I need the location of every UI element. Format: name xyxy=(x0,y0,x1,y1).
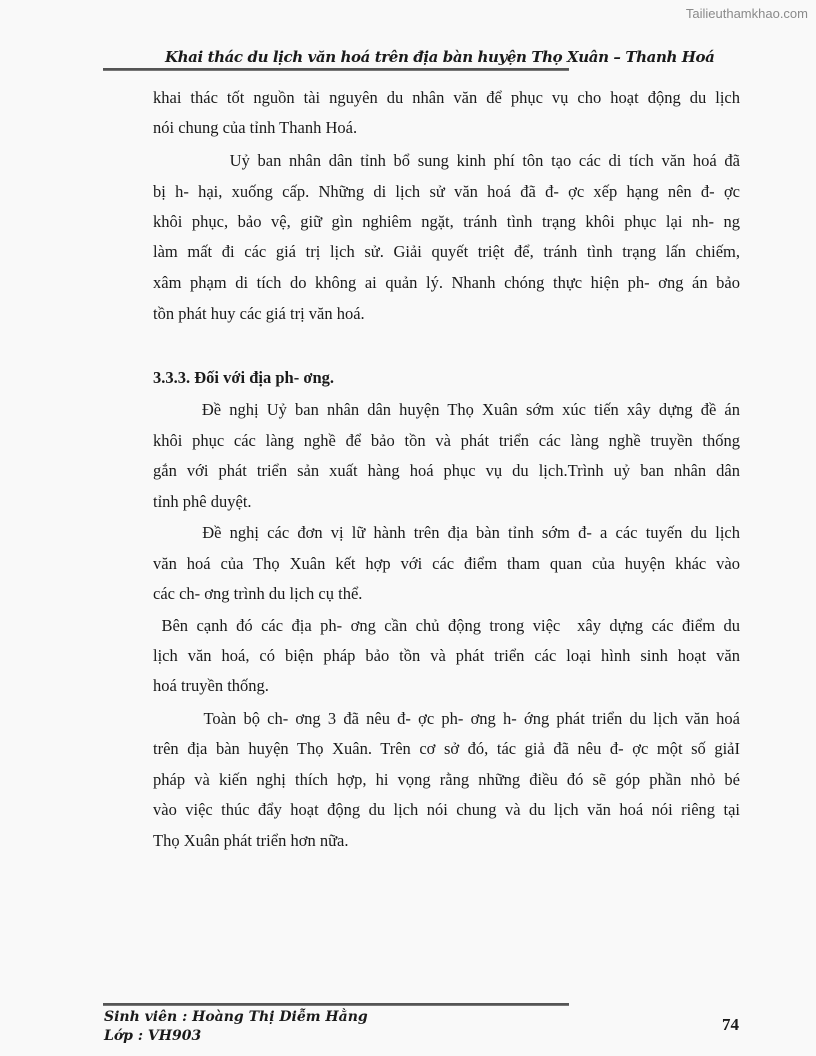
text-line: Đề nghị Uỷ ban nhân dân huyện Thọ Xuân sớm xúc tiến xây dựng đề án xyxy=(153,400,741,419)
text-line: lịch văn hoá, có biện pháp bảo tồn và phát triển các loại hình sinh hoạt văn xyxy=(153,646,740,665)
footer-rule xyxy=(103,1003,569,1006)
text-line: khai thác tốt nguồn tài nguyên du nhân văn để phục vụ cho hoạt động du lịch xyxy=(153,88,740,107)
text-line: tỉnh phê duyệt. xyxy=(153,492,252,511)
text-line: Uỷ ban nhân dân tỉnh bổ sung kinh phí tôn tạo các di tích văn hoá đã xyxy=(153,151,740,170)
text-line: trên địa bàn huyện Thọ Xuân. Trên cơ sở đó, tác giả đã nêu đ- ợc một số giảI xyxy=(153,739,740,758)
footer-student: Sinh viên : Hoàng Thị Diễm Hằng xyxy=(104,1009,368,1025)
text-line: Toàn bộ ch- ơng 3 đã nêu đ- ợc ph- ơng h- ớng phát triển du lịch văn hoá xyxy=(153,709,740,728)
text-line: pháp và kiến nghị thích hợp, hi vọng rằng những điều đó sẽ góp phần nhỏ bé xyxy=(153,770,740,789)
text-line: vào việc thúc đẩy hoạt động du lịch nói chung và du lịch văn hoá nói riêng tại xyxy=(153,800,740,819)
running-header: Khai thác du lịch văn hoá trên địa bàn huyện Thọ Xuân – Thanh Hoá xyxy=(165,48,715,66)
watermark: Tailieuthamkhao.com xyxy=(685,6,808,21)
text-line: khôi phục, bảo vệ, giữ gìn nghiêm ngặt, tránh tình trạng khôi phục lại nh- ng xyxy=(153,212,740,231)
text-line: Đề nghị các đơn vị lữ hành trên địa bàn tỉnh sớm đ- a các tuyến du lịch xyxy=(153,523,741,542)
text-line: Bên cạnh đó các địa ph- ơng cần chủ động trong việc xây dựng các điểm du xyxy=(153,616,740,635)
text-line: Thọ Xuân phát triển hơn nữa. xyxy=(153,831,349,850)
text-line: nói chung của tỉnh Thanh Hoá. xyxy=(153,118,358,137)
page-number: 74 xyxy=(722,1015,739,1034)
text-line: các ch- ơng trình du lịch cụ thể. xyxy=(153,584,363,603)
text-line: xâm phạm di tích do không ai quản lý. Nhanh chóng thực hiện ph- ơng án bảo xyxy=(153,273,740,292)
text-line: tồn phát huy các giá trị văn hoá. xyxy=(153,304,365,323)
text-line: khôi phục các làng nghề để bảo tồn và phát triển các làng nghề truyền thống xyxy=(153,431,740,450)
footer-class: Lớp : VH903 xyxy=(104,1028,202,1044)
header-rule xyxy=(103,68,569,71)
text-line: văn hoá của Thọ Xuân kết hợp với các điểm tham quan của huyện khác vào xyxy=(153,554,740,573)
section-heading: 3.3.3. Đối với địa ph- ơng. xyxy=(153,368,335,387)
text-line: bị h- hại, xuống cấp. Những di lịch sử văn hoá đã đ- ợc xếp hạng nên đ- ợc xyxy=(153,182,740,201)
text-line: làm mất đi các giá trị lịch sử. Giải quyết triệt để, tránh tình trạng lấn chiếm, xyxy=(153,242,740,261)
text-line: hoá truyền thống. xyxy=(153,676,269,695)
text-line: gắn với phát triển sản xuất hàng hoá phục vụ du lịch.Trình uỷ ban nhân dân xyxy=(153,461,740,480)
